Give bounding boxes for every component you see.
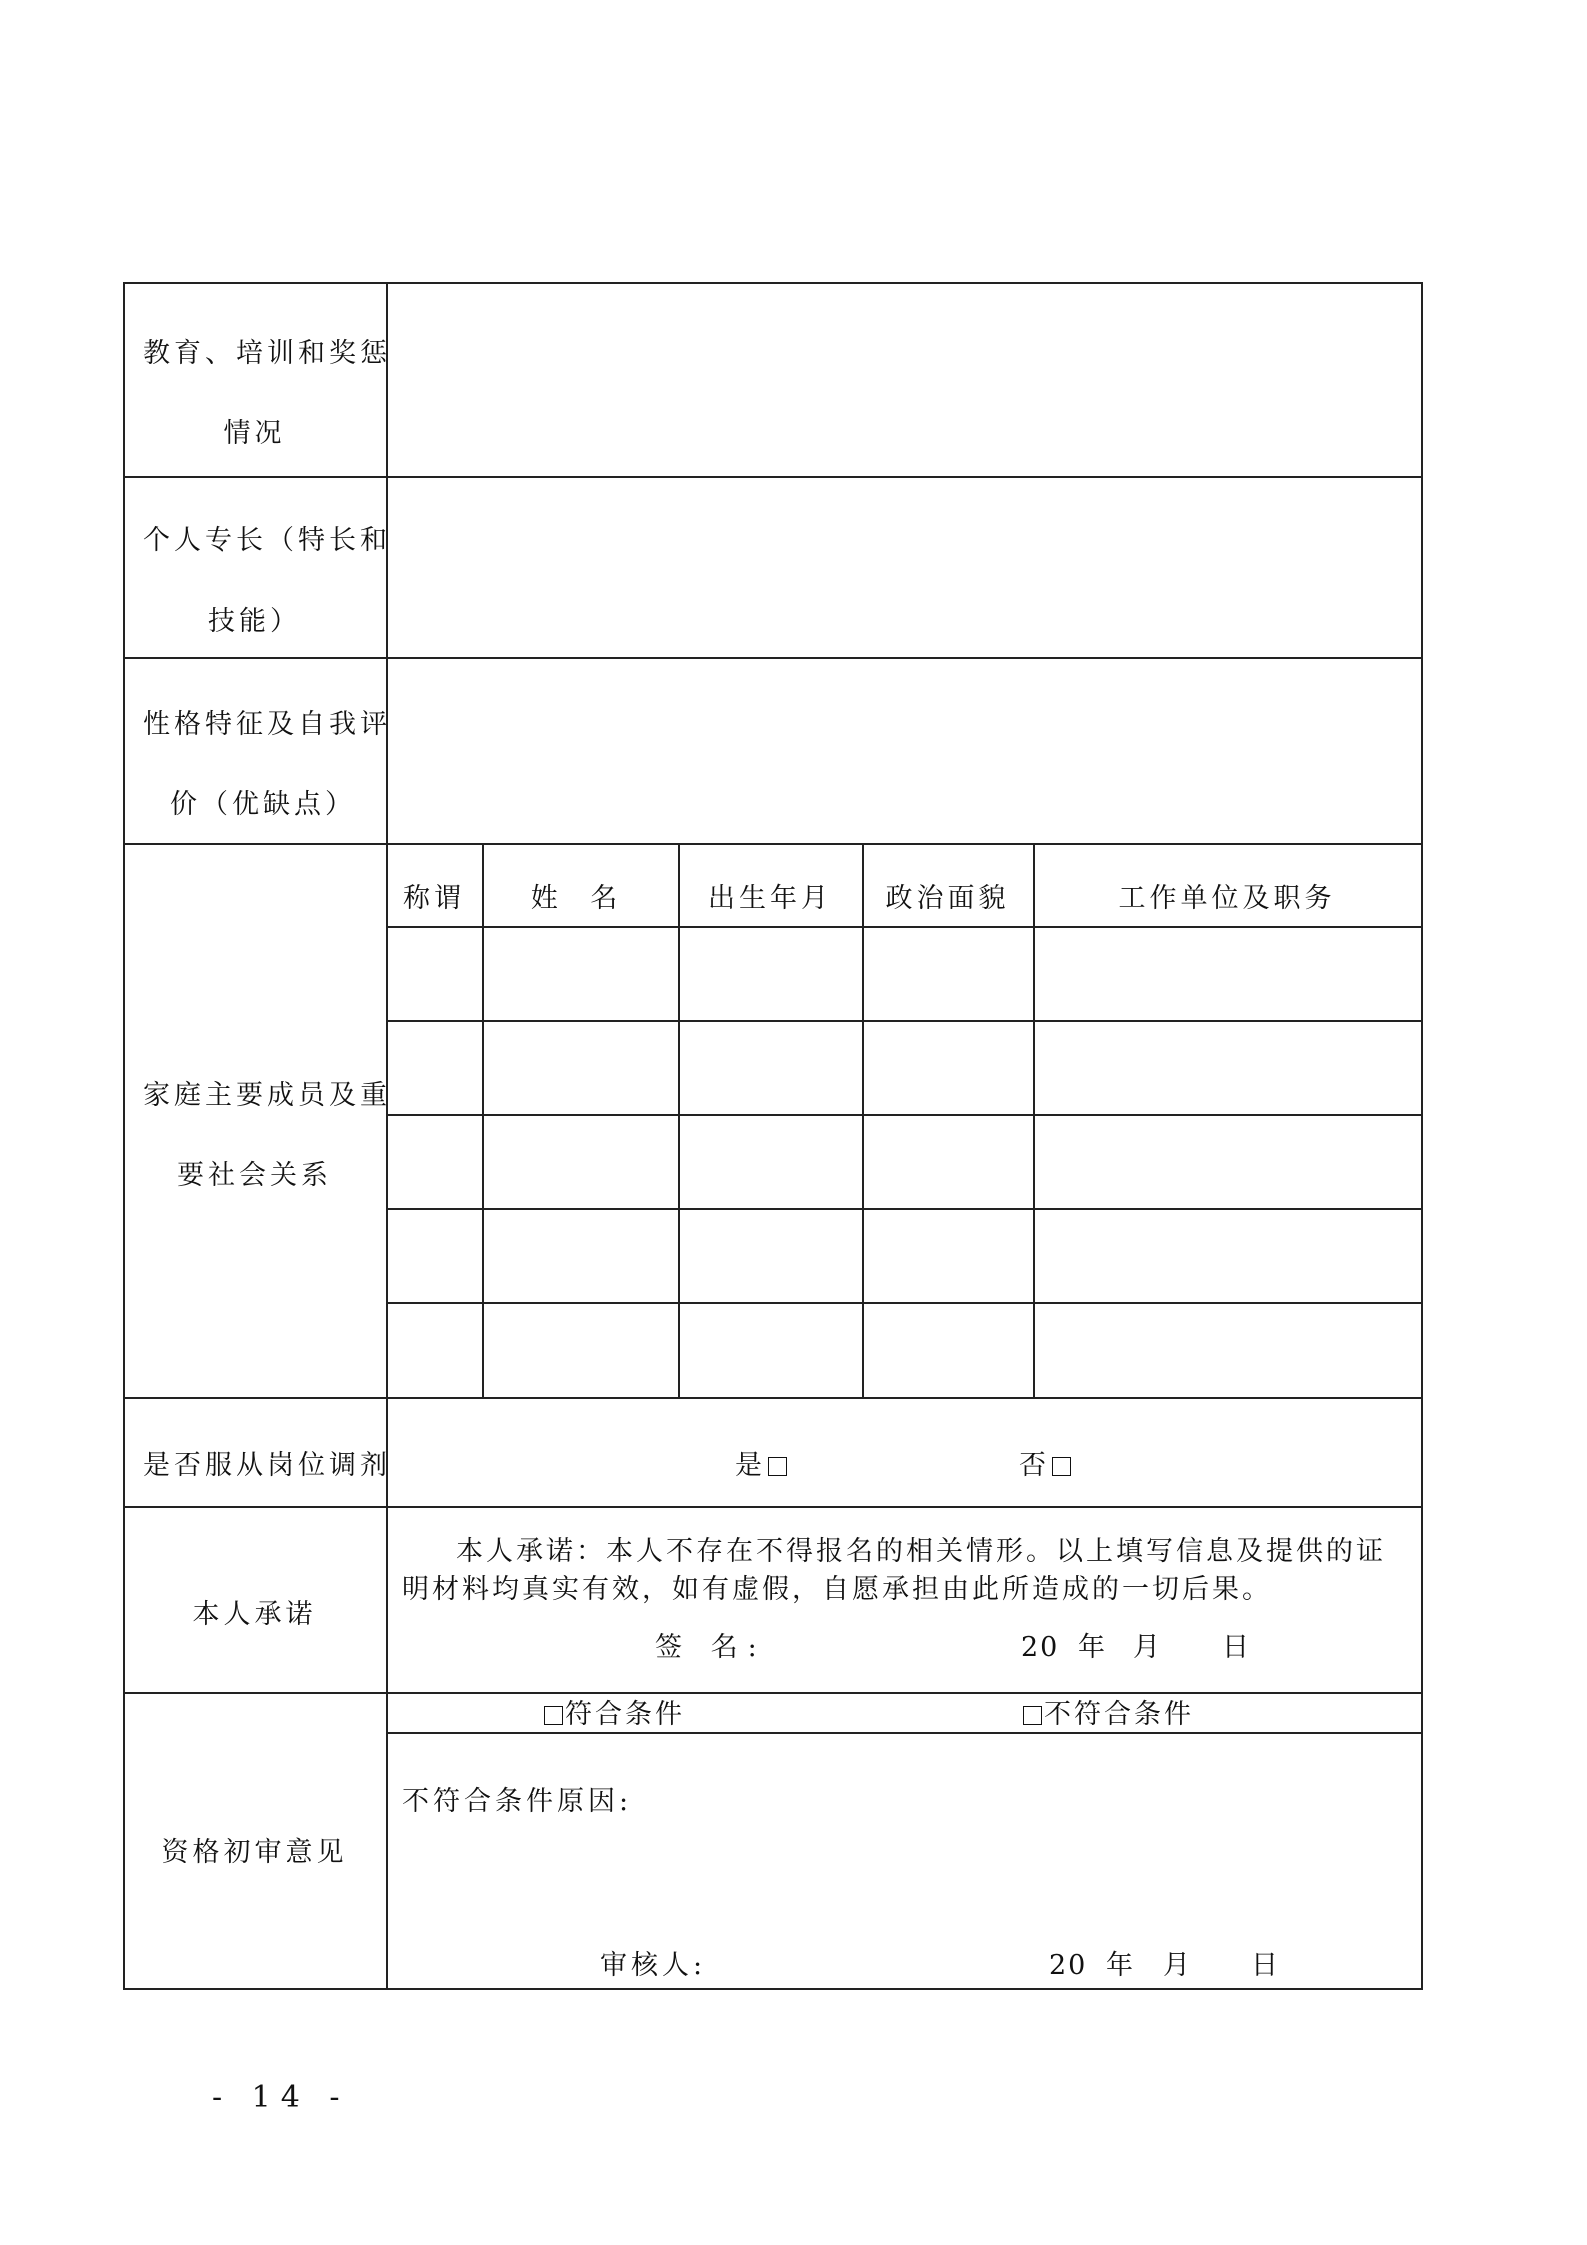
pledge-date-year: 20 bbox=[1021, 1632, 1060, 1663]
family-header-name: 姓 名 bbox=[530, 883, 630, 914]
family-header-birth: 出生年月 bbox=[708, 883, 832, 914]
character-label-cont: 价（优缺点） bbox=[170, 789, 356, 820]
row-divider bbox=[123, 1692, 1422, 1694]
family-label: 家庭主要成员及重 bbox=[143, 1080, 391, 1111]
row-divider bbox=[123, 476, 1422, 478]
table-border bbox=[123, 1988, 1423, 1990]
family-col-divider bbox=[482, 843, 484, 1398]
review-qualified-option[interactable] bbox=[542, 1701, 685, 1728]
row-divider bbox=[123, 843, 1422, 845]
row-divider bbox=[123, 1506, 1422, 1508]
adjust-yes-option[interactable] bbox=[735, 1452, 789, 1479]
family-col-divider bbox=[862, 843, 864, 1398]
review-qualified-label: 符合条件 bbox=[565, 1699, 685, 1730]
specialty-label: 个人专长（特长和 bbox=[143, 525, 391, 556]
pledge-text: 本人承诺：本人不存在不得报名的相关情形。以上填写信息及提供的证明材料均真实有效，如有虚假，自愿承担由此所造成的一切后果。 bbox=[402, 1536, 1386, 1605]
review-reason-label: 不符合条件原因: bbox=[402, 1786, 633, 1817]
table-border bbox=[123, 282, 1422, 284]
review-not-qualified-label: 不符合条件 bbox=[1044, 1699, 1194, 1730]
education-label-cont: 情况 bbox=[223, 418, 286, 449]
education-label: 教育、培训和奖惩 bbox=[143, 338, 391, 369]
family-header-relation: 称谓 bbox=[403, 883, 465, 914]
pledge-sign-label: 签 名: bbox=[655, 1632, 767, 1663]
review-date-m: 月 bbox=[1163, 1950, 1194, 1981]
review-date-y: 年 bbox=[1106, 1950, 1137, 1981]
adjust-no-label: 否 bbox=[1019, 1450, 1050, 1481]
adjust-no-option[interactable] bbox=[1019, 1452, 1073, 1479]
pledge-date-d: 日 bbox=[1222, 1632, 1253, 1663]
pledge-label: 本人承诺 bbox=[192, 1599, 317, 1630]
review-qualified-checkbox[interactable] bbox=[544, 1706, 563, 1725]
review-date-year: 20 bbox=[1049, 1950, 1088, 1981]
family-col-divider bbox=[678, 843, 680, 1398]
family-row-divider bbox=[386, 1114, 1422, 1116]
family-row-divider bbox=[386, 926, 1422, 928]
family-row-divider bbox=[386, 1302, 1422, 1304]
review-divider bbox=[386, 1732, 1422, 1734]
family-header-political: 政治面貌 bbox=[885, 883, 1010, 914]
family-row-divider bbox=[386, 1208, 1422, 1210]
pledge-date-y: 年 bbox=[1078, 1632, 1109, 1663]
character-label: 性格特征及自我评 bbox=[143, 709, 391, 740]
page-number: - 14 - bbox=[212, 2080, 350, 2115]
table-border bbox=[1421, 282, 1423, 1989]
adjust-label: 是否服从岗位调剂 bbox=[143, 1450, 391, 1481]
review-not-qualified-checkbox[interactable] bbox=[1023, 1706, 1042, 1725]
review-label: 资格初审意见 bbox=[161, 1837, 348, 1868]
table-border bbox=[123, 282, 125, 1989]
adjust-no-checkbox[interactable] bbox=[1052, 1457, 1071, 1476]
adjust-yes-label: 是 bbox=[735, 1450, 766, 1481]
pledge-date-m: 月 bbox=[1133, 1632, 1164, 1663]
review-reviewer-label: 审核人: bbox=[600, 1950, 707, 1981]
family-row-divider bbox=[386, 1020, 1422, 1022]
family-label-cont: 要社会关系 bbox=[177, 1160, 332, 1191]
row-divider bbox=[123, 657, 1422, 659]
family-col-divider bbox=[1033, 843, 1035, 1398]
review-not-qualified-option[interactable] bbox=[1021, 1701, 1194, 1728]
review-date-d: 日 bbox=[1251, 1950, 1282, 1981]
row-divider bbox=[123, 1397, 1422, 1399]
specialty-label-cont: 技能） bbox=[208, 606, 301, 637]
adjust-yes-checkbox[interactable] bbox=[768, 1457, 787, 1476]
family-header-work: 工作单位及职务 bbox=[1118, 883, 1336, 914]
